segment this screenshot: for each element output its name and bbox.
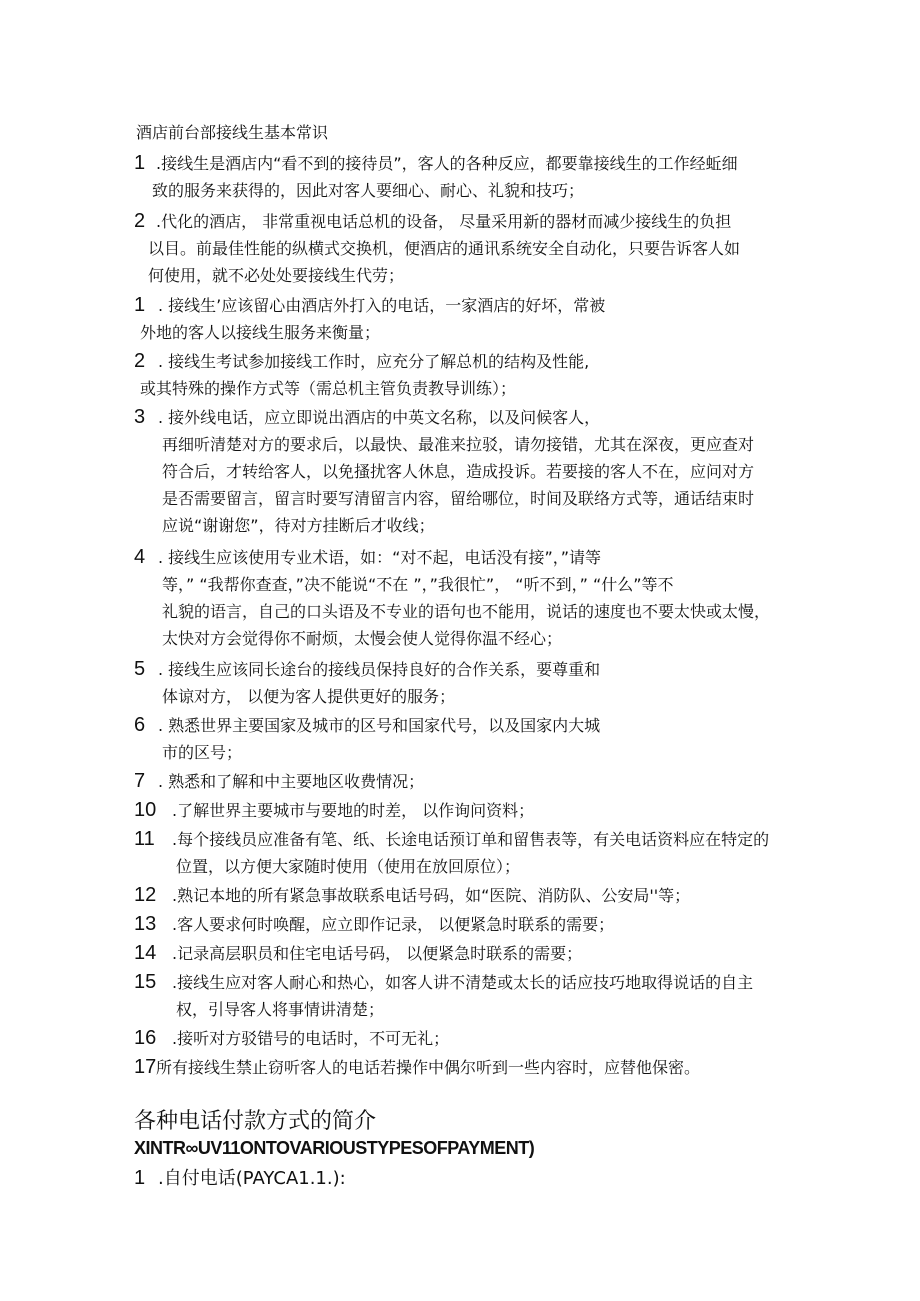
list-item bbox=[134, 826, 814, 880]
list-item bbox=[134, 1025, 814, 1052]
item-text: 所有接线生禁止窃听客人的电话若操作中偶尔听到一些内容时，应替他保密。 bbox=[156, 1058, 701, 1077]
item-text: 权，引导客人将事情讲清楚； bbox=[176, 1000, 385, 1019]
item-number: 1 bbox=[134, 294, 146, 316]
list-item bbox=[134, 1054, 814, 1081]
item-text: .客人要求何时唤醒，应立即作记录， 以便紧急时联系的需要； bbox=[172, 915, 615, 934]
item-text: . 接线生应该使用专业术语，如：“对不起，电话没有接”，”请等 bbox=[158, 548, 602, 567]
item-text: .了解世界主要城市与要地的时差， 以作询问资料； bbox=[172, 801, 535, 820]
item-text: .接听对方驳错号的电话时，不可无礼； bbox=[172, 1029, 450, 1048]
item-text: 何使用，就不必处处要接线生代劳； bbox=[148, 266, 405, 285]
item-text: .记录高层职员和住宅电话号码， 以便紧急时联系的需要； bbox=[172, 944, 583, 963]
list-item bbox=[134, 768, 814, 795]
item-number: 10 bbox=[134, 799, 157, 821]
item-text: 符合后，才转给客人，以免搔扰客人休息，造成投诉。若要接的客人不在，应问对方 bbox=[162, 462, 755, 481]
item-text: . 熟悉世界主要国家及城市的区号和国家代号，以及国家内大城 bbox=[158, 716, 601, 735]
item-number: 5 bbox=[134, 658, 146, 680]
item-text: 应说“谢谢您”，待对方挂断后才收线； bbox=[162, 516, 435, 535]
item-number: 4 bbox=[134, 546, 146, 568]
item-number: 16 bbox=[134, 1027, 157, 1049]
item-text: 致的服务来获得的，因此对客人要细心、耐心、礼貌和技巧； bbox=[152, 181, 585, 200]
item-text: 等，” “我帮你查查，”决不能说“不在 ”，”我很忙”， “听不到，” “什么”等不 bbox=[162, 575, 674, 594]
item-text: 外地的客人以接线生服务来衡量； bbox=[140, 323, 381, 342]
item-text: .接线生应对客人耐心和热心，如客人讲不清楚或太长的话应技巧地取得说话的自主 bbox=[172, 973, 754, 992]
item-number: 2 bbox=[134, 210, 146, 232]
item-text: 再细听清楚对方的要求后，以最快、最准来拉驳，请勿接错，尤其在深夜，更应查对 bbox=[162, 435, 755, 454]
section-heading: 各种电话付款方式的简介 bbox=[134, 1109, 377, 1134]
item-number: 2 bbox=[134, 350, 146, 372]
list-item bbox=[134, 348, 814, 402]
item-number: 1 bbox=[134, 152, 146, 174]
list-item bbox=[134, 544, 814, 652]
item-text: 市的区号； bbox=[162, 743, 243, 762]
item-text: 礼貌的语言，自己的口头语及不专业的语句也不能用，说话的速度也不要太快或太慢， bbox=[162, 602, 771, 621]
item-text: .接线生是酒店内“看不到的接待员”，客人的各种反应，都要靠接线生的工作经蚯细 bbox=[156, 154, 738, 173]
item-number: 13 bbox=[134, 913, 157, 935]
item-text: 体谅对方， 以便为客人提供更好的服务； bbox=[162, 687, 456, 706]
sub-item-text: .自付电话(PAYCA1.1.): bbox=[158, 1168, 346, 1189]
list-item bbox=[134, 150, 814, 204]
sub-item bbox=[134, 1164, 346, 1190]
list-item bbox=[134, 797, 814, 824]
list-item bbox=[134, 882, 814, 909]
item-text: .每个接线员应准备有笔、纸、长途电话预订单和留售表等，有关电话资料应在特定的 bbox=[172, 830, 770, 849]
list-item bbox=[134, 292, 814, 346]
document-title: 酒店前台部接线生基本常识 bbox=[136, 123, 329, 142]
item-text: . 接外线电话，应立即说出酒店的中英文名称，以及问候客人， bbox=[158, 408, 601, 427]
sub-item-number: 1 bbox=[134, 1167, 146, 1189]
item-number: 12 bbox=[134, 884, 157, 906]
item-text: 位置，以方便大家随时使用（使用在放回原位）； bbox=[176, 857, 521, 876]
item-text: 以目。前最佳性能的纵横式交换机，便酒店的通讯系统安全自动化，只要告诉客人如 bbox=[148, 239, 741, 258]
item-number: 14 bbox=[134, 942, 157, 964]
item-text: . 接线生应该同长途台的接线员保持良好的合作关系，要尊重和 bbox=[158, 660, 601, 679]
section-heading-english: XINTR∞UV11ONTOVARIOUSTYPESOFPAYMENT) bbox=[134, 1138, 535, 1158]
item-number: 6 bbox=[134, 714, 146, 736]
list-item bbox=[134, 208, 814, 289]
list-item bbox=[134, 911, 814, 938]
item-text: .熟记本地的所有紧急事故联系电话号码，如“医院、消防队、公安局''等； bbox=[172, 886, 691, 905]
list-item bbox=[134, 969, 814, 1023]
list-item bbox=[134, 404, 814, 539]
item-number: 15 bbox=[134, 971, 157, 993]
item-text: . 接线生考试参加接线工作时，应充分了解总机的结构及性能, bbox=[158, 352, 590, 371]
item-text: .代化的酒店， 非常重视电话总机的设备， 尽量采用新的器材而减少接线生的负担 bbox=[156, 212, 732, 231]
item-number: 11 bbox=[134, 828, 155, 850]
list-item bbox=[134, 656, 814, 710]
item-text: . 接线生’应该留心由酒店外打入的电话，一家酒店的好坏，常被 bbox=[158, 296, 606, 315]
item-text: . 熟悉和了解和中主要地区收费情况； bbox=[158, 772, 425, 791]
list-item bbox=[134, 712, 814, 766]
item-number: 7 bbox=[134, 770, 146, 792]
item-text: 太快对方会觉得你不耐烦，太慢会使人觉得你温不经心； bbox=[162, 629, 563, 648]
item-text: 或其特殊的操作方式等（需总机主管负责教导训练）； bbox=[140, 379, 517, 398]
item-text: 是否需要留言，留言时要写清留言内容，留给哪位，时间及联络方式等，通话结束时 bbox=[162, 489, 755, 508]
item-number: 3 bbox=[134, 406, 146, 428]
item-number: 17 bbox=[134, 1056, 157, 1078]
list-item bbox=[134, 940, 814, 967]
